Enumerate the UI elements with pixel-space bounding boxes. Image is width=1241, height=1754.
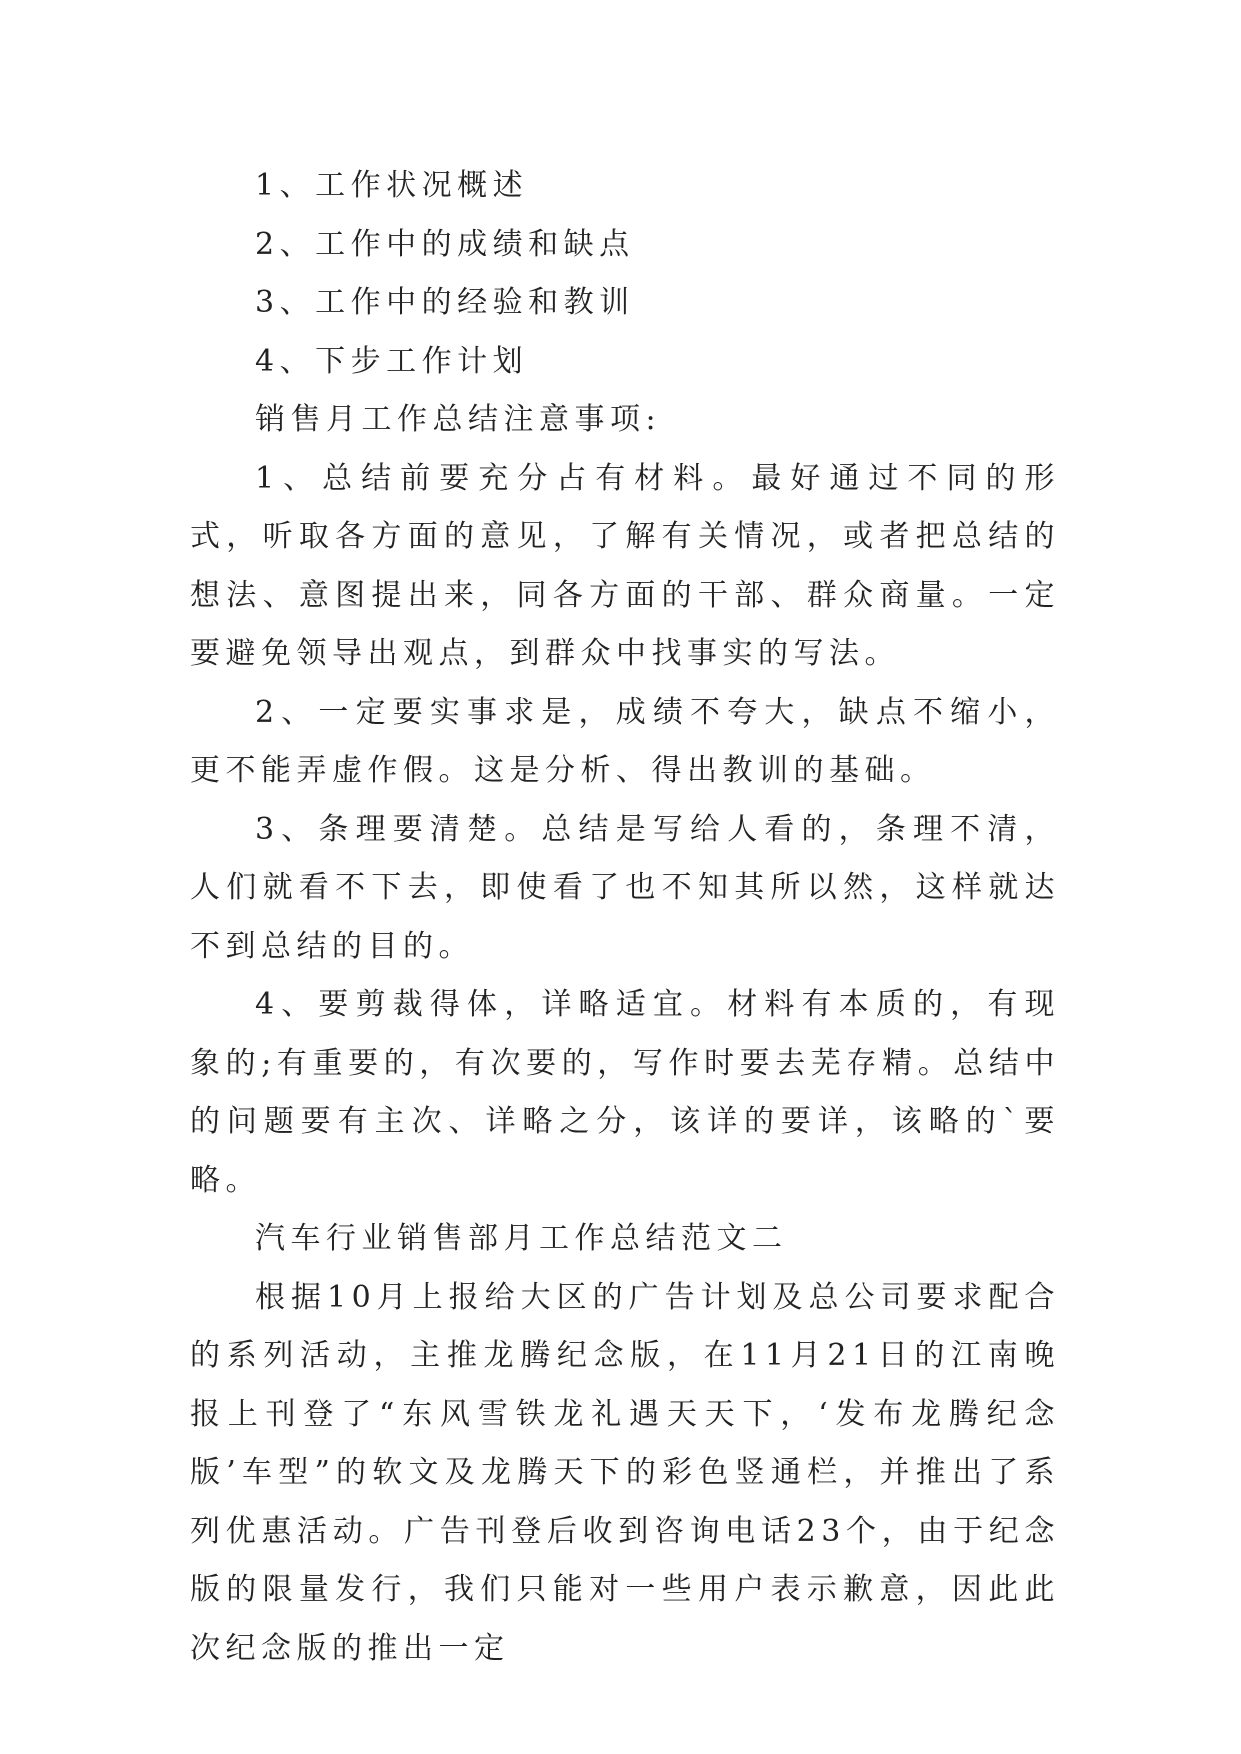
paragraph-note-4: 4、要剪裁得体，详略适宜。材料有本质的，有现象的;有重要的，有次要的，写作时要去芜存精。总结中的问题要有主次、详略之分，该详的要详，该略的`要略。 [190,987,1060,1198]
section-heading-notes: 销售月工作总结注意事项: [255,402,662,437]
list-item-next-plan: 4、下步工作计划 [255,343,529,379]
list-item-achievements: 2、工作中的成绩和缺点 [255,226,635,262]
paragraph-note-2: 2、一定要实事求是，成绩不夸大，缺点不缩小，更不能弄虚作假。这是分析、得出教训的基础。 [190,694,1060,788]
paragraph-note-1: 1、总结前要充分占有材料。最好通过不同的形式，听取各方面的意见，了解有关情况，或者把总结的想法、意图提出来，同各方面的干部、群众商量。一定要避免领导出观点，到群众中找事实的写法。 [190,460,1060,671]
paragraph-note-3: 3、条理要清楚。总结是写给人看的，条理不清，人们就看不下去，即使看了也不知其所以然，这样就达不到总结的目的。 [190,811,1060,964]
section-heading-sample-two: 汽车行业销售部月工作总结范文二 [255,1221,788,1256]
list-item-experience: 3、工作中的经验和教训 [255,285,635,320]
paragraph-sample-two-body: 根据10月上报给大区的广告计划及总公司要求配合的系列活动，主推龙腾纪念版，在11月21日的江南晚报上刊登了“东风雪铁龙礼遇天天下，‘发布龙腾纪念版’车型”的软文及龙腾天下的彩色竖通栏，并推出了系列优惠活动。广告刊登后收到咨询电话23个，由于纪念版的限量发行，我们只能对一些用户表示歉意，因此此次纪念版的推出一定 [190,1279,1060,1666]
list-item-work-overview: 1、工作状况概述 [255,168,529,203]
document-body [190,157,1060,1678]
